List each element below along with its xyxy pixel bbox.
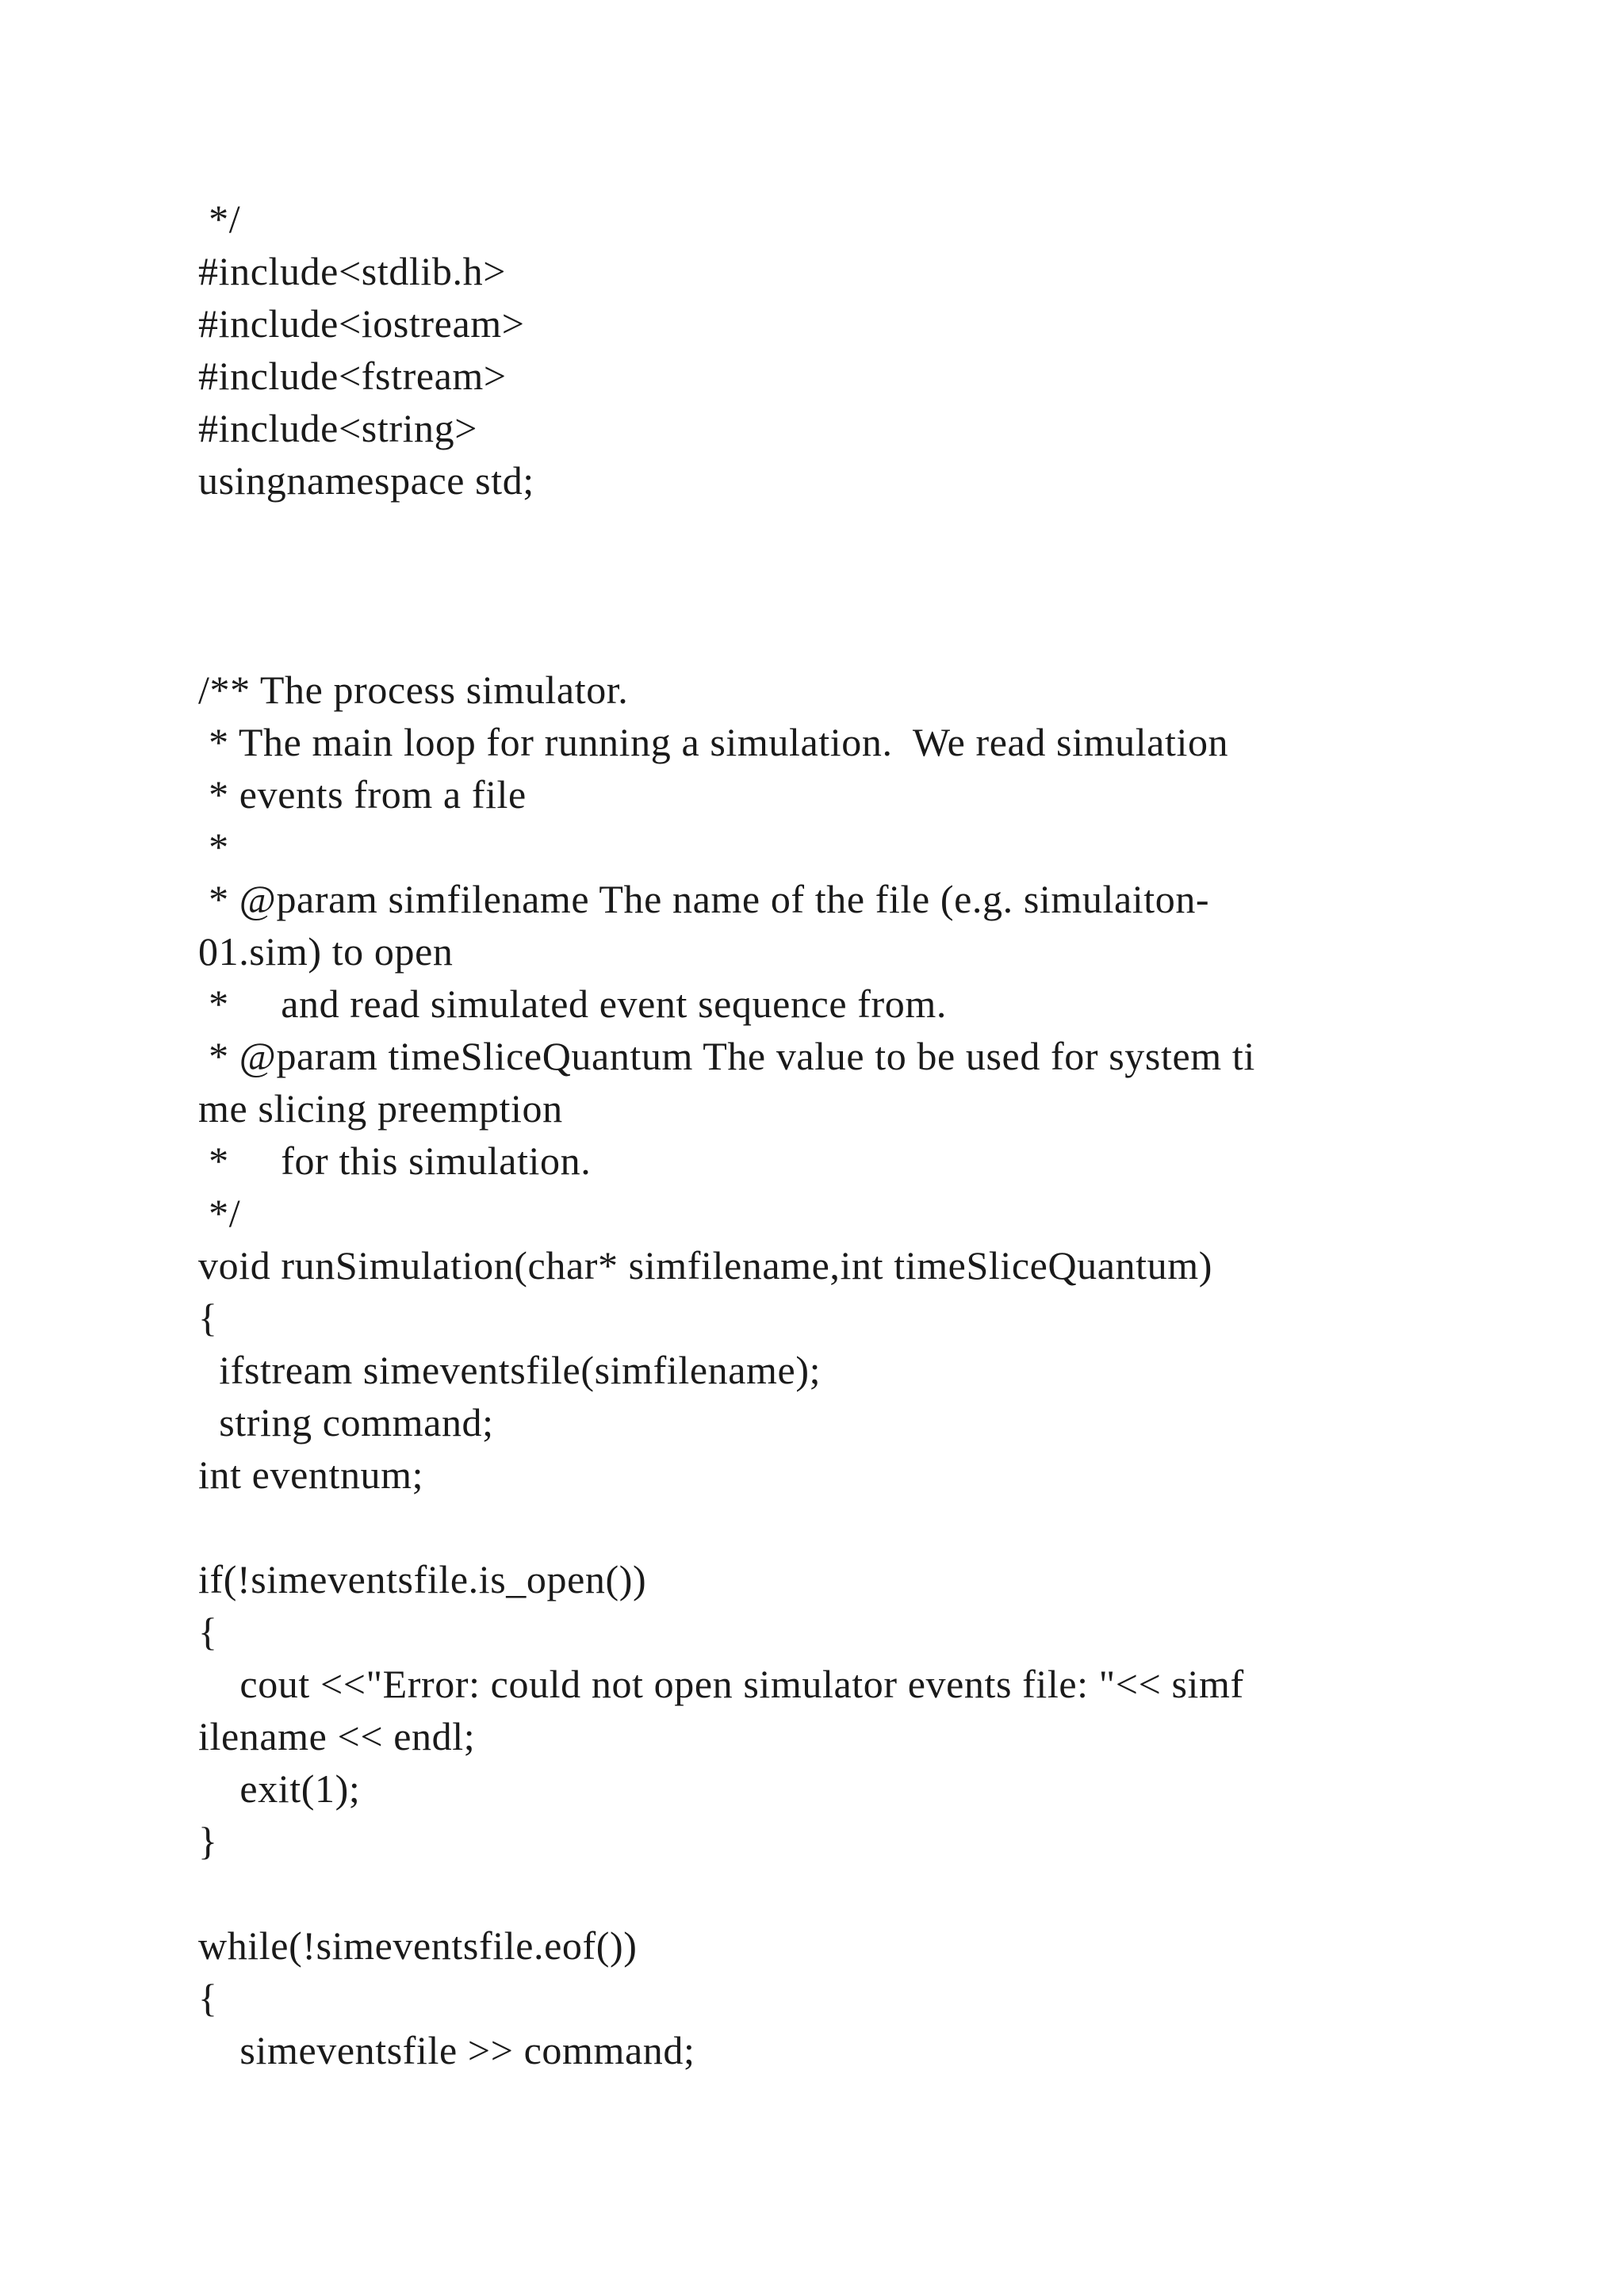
code-line: #include<string>	[198, 406, 478, 450]
code-line: * @param simfilename The name of the file (e.g. simulaiton-	[198, 877, 1210, 921]
code-line: me slicing preemption	[198, 1086, 563, 1131]
code-line: */	[198, 1191, 241, 1235]
blank-line	[198, 507, 1546, 559]
code-line: */	[198, 197, 241, 241]
code-line: * The main loop for running a simulation. We read simulation	[198, 720, 1229, 764]
code-line: cout <<"Error: could not open simulator events file: "<< simf	[198, 1662, 1244, 1706]
blank-line	[198, 611, 1546, 664]
code-line: if(!simeventsfile.is_open())	[198, 1557, 647, 1601]
code-line: {	[198, 1609, 218, 1654]
code-line: simeventsfile >> command;	[198, 2028, 695, 2072]
code-line: while(!simeventsfile.eof())	[198, 1923, 638, 1968]
code-line: * @param timeSliceQuantum The value to be used for system ti	[198, 1034, 1255, 1078]
code-line: #include<stdlib.h>	[198, 249, 506, 293]
code-line: string command;	[198, 1400, 494, 1445]
code-line: int eventnum;	[198, 1452, 424, 1497]
code-line: usingnamespace std;	[198, 458, 534, 503]
code-line: {	[198, 1295, 218, 1340]
code-line: * and read simulated event sequence from.	[198, 982, 947, 1026]
code-line: #include<fstream>	[198, 354, 507, 398]
code-line: /** The process simulator.	[198, 668, 629, 712]
code-line: *	[198, 825, 229, 869]
code-line: {	[198, 1976, 218, 2020]
code-line: ilename << endl;	[198, 1714, 476, 1758]
code-line: 01.sim) to open	[198, 929, 454, 974]
code-line: }	[198, 1819, 218, 1863]
blank-line	[198, 1867, 1546, 1919]
code-line: #include<iostream>	[198, 301, 525, 346]
code-listing	[198, 193, 1546, 2076]
blank-line	[198, 1501, 1546, 1553]
code-line: void runSimulation(char* simfilename,int timeSliceQuantum)	[198, 1243, 1212, 1288]
code-line: ifstream simeventsfile(simfilename);	[198, 1348, 822, 1392]
code-line: * for this simulation.	[198, 1138, 592, 1183]
blank-line	[198, 559, 1546, 611]
code-line: exit(1);	[198, 1766, 361, 1811]
code-line: * events from a file	[198, 772, 527, 817]
